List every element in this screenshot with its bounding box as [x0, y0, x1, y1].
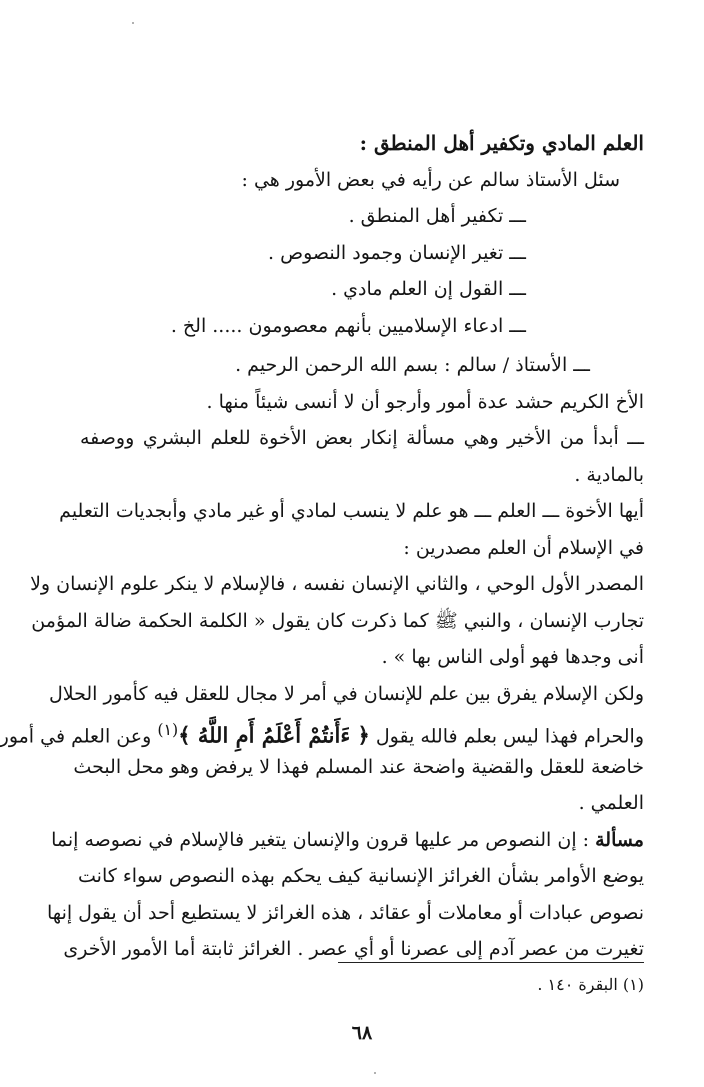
paragraph-line: في الإسلام أن العلم مصدرين : [403, 536, 644, 559]
paragraph-text: : إن النصوص مر عليها قرون والإنسان يتغير فالإسلام في نصوصه إنما [51, 828, 590, 851]
paragraph-line: العلمي . [578, 792, 644, 814]
paragraph-3 [30, 566, 644, 676]
paragraph-line [51, 822, 644, 859]
paragraph-text: وعن العلم في أمور [0, 725, 152, 748]
paragraph-line: تجارب الإنسان ، والنبي ﷺ كما ذكرت كان يقول « الكلمة الحكمة ضالة المؤمن [31, 609, 644, 632]
greeting-line: الأخ الكريم حشد عدة أمور وأرجو أن لا أنسى شيئاً منها . [206, 390, 644, 413]
paragraph-line: خاضعة للعقل والقضية واضحة عند المسلم فهذا لا يرفض وهو محل البحث [73, 755, 644, 778]
list-item: ـــ تكفير أهل المنطق . [348, 205, 526, 227]
paragraph-2 [59, 493, 644, 566]
footnote-divider [338, 962, 644, 963]
quran-verse: ﴿ ءَأَنتُمْ أَعْلَمُ أَمِ اللَّهُ ﴾ [178, 722, 370, 748]
list-item: ـــ القول إن العلم مادي . [331, 278, 526, 300]
scan-speck [132, 22, 134, 24]
paragraph-line: يوضع الأوامر بشأن الغرائز الإنسانية كيف يحكم بهذه النصوص سواء كانت [78, 865, 644, 887]
intro-line: سئل الأستاذ سالم عن رأيه في بعض الأمور هي : [241, 168, 620, 191]
paragraph-line: أيها الأخوة ـــ العلم ـــ هو علم لا ينسب لمادي أو غير مادي وأبجديات التعليم [59, 500, 644, 522]
paragraph-5 [47, 822, 644, 968]
paragraph-4 [0, 676, 644, 822]
footnote: (١) البقرة ١٤٠ . [537, 975, 644, 994]
paragraph-line: ولكن الإسلام يفرق بين علم للإنسان في أمر لا مجال للعقل فيه كأمور الحلال [48, 682, 644, 705]
paragraph-line: المصدر الأول الوحي ، والثاني الإنسان نفسه ، فالإسلام لا ينكر علوم الإنسان ولا [30, 573, 644, 595]
answer-header: ـــ الأستاذ / سالم : بسم الله الرحمن الرحيم . [235, 354, 590, 376]
page-number: ٦٨ [351, 1022, 373, 1044]
paragraph-1 [80, 420, 644, 493]
section-heading: العلم المادي وتكفير أهل المنطق : [359, 131, 644, 155]
scan-speck [374, 1072, 376, 1074]
paragraph-line: نصوص عبادات أو معاملات أو عقائد ، هذه الغرائز لا يستطيع أحد أن يقول إنها [47, 901, 644, 924]
topics-list [80, 198, 644, 344]
bold-lead: مسألة [595, 828, 644, 851]
paragraph-line [0, 712, 644, 749]
footnote-ref: (١) [157, 720, 179, 739]
paragraph-line: ـــ أبدأ من الأخير وهي مسألة إنكار بعض الأخوة للعلم البشري ووصفه [80, 427, 644, 449]
list-item: ـــ تغير الإنسان وجمود النصوص . [268, 241, 526, 264]
paragraph-text: والحرام فهذا ليس بعلم فالله يقول [375, 725, 644, 748]
list-item: ـــ ادعاء الإسلاميين بأنهم معصومون ..... الخ . [170, 314, 526, 337]
paragraph-line: بالمادية . [574, 463, 644, 486]
paragraph-line: أنى وجدها فهو أولى الناس بها » . [381, 646, 644, 668]
paragraph-line: تغيرت من عصر آدم إلى عصرنا أو أي عصر . الغرائز ثابتة أما الأمور الأخرى [63, 938, 644, 960]
main-text [0, 125, 644, 968]
